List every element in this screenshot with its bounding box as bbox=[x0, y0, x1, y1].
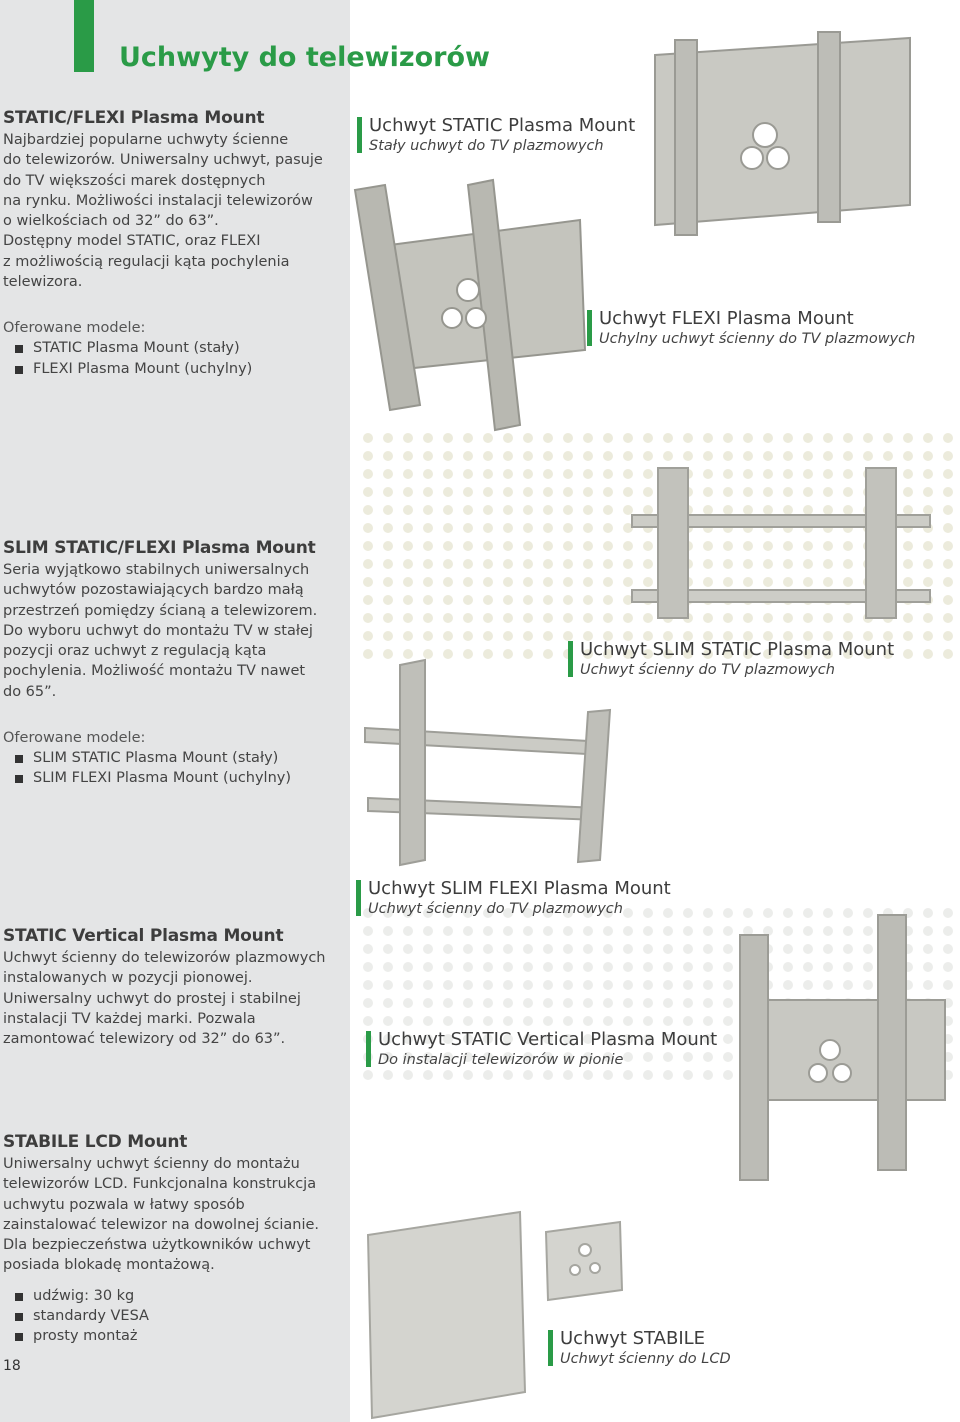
models-title: Oferowane modele: bbox=[3, 320, 146, 337]
caption-title: Uchwyt SLIM STATIC Plasma Mount bbox=[580, 639, 895, 660]
section-heading: SLIM STATIC/FLEXI Plasma Mount bbox=[3, 538, 316, 558]
section-heading: STATIC Vertical Plasma Mount bbox=[3, 926, 284, 946]
section-heading: STATIC/FLEXI Plasma Mount bbox=[3, 108, 265, 128]
section-vertical bbox=[3, 926, 343, 1049]
section-stabile bbox=[3, 1132, 343, 1347]
section-heading: STABILE LCD Mount bbox=[3, 1132, 188, 1152]
title-accent-bar bbox=[74, 0, 94, 72]
caption-title: Uchwyt STATIC Plasma Mount bbox=[369, 115, 636, 136]
section-slim bbox=[3, 538, 343, 789]
features-list bbox=[3, 1286, 343, 1347]
caption-title: Uchwyt FLEXI Plasma Mount bbox=[599, 308, 854, 329]
static-mount-image bbox=[655, 32, 910, 235]
models-list bbox=[3, 748, 343, 789]
caption-flexi bbox=[587, 307, 915, 349]
caption-subtitle: Uchwyt ścienny do TV plazmowych bbox=[368, 901, 623, 917]
caption-slim-flexi bbox=[356, 877, 671, 919]
caption-subtitle: Uchwyt ścienny do TV plazmowych bbox=[580, 662, 835, 678]
caption-title: Uchwyt STABILE bbox=[560, 1328, 706, 1349]
caption-accent-bar bbox=[357, 117, 362, 153]
caption-accent-bar bbox=[587, 310, 592, 346]
caption-subtitle: Do instalacji telewizorów w pionie bbox=[378, 1052, 624, 1068]
dot-pattern-upper bbox=[360, 430, 960, 660]
bullet-icon bbox=[15, 345, 23, 353]
slim-flexi-mount-image bbox=[365, 660, 610, 865]
list-item: prosty montaż bbox=[3, 1326, 343, 1346]
caption-accent-bar bbox=[548, 1330, 553, 1366]
caption-title: Uchwyt SLIM FLEXI Plasma Mount bbox=[368, 878, 671, 899]
section-text: Najbardziej popularne uchwyty ścienne do telewizorów. Uniwersalny uchwyt, pasuje do TV większości marek dostępnych na rynku. Możliwości instalacji telewizorów o wielkościach od 32” do 63”. Dostępny model STATIC, oraz FLEXI z możliwością regulacji kąta pochylenia telewizora. bbox=[3, 132, 323, 291]
caption-title: Uchwyt STATIC Vertical Plasma Mount bbox=[378, 1029, 718, 1050]
caption-subtitle: Stały uchwyt do TV plazmowych bbox=[369, 138, 604, 154]
caption-subtitle: Uchwyt ścienny do LCD bbox=[560, 1351, 731, 1367]
bullet-icon bbox=[15, 366, 23, 374]
caption-subtitle: Uchylny uchwyt ścienny do TV plazmowych bbox=[599, 331, 916, 347]
caption-static bbox=[357, 114, 635, 156]
section-text: Seria wyjątkowo stabilnych uniwersalnych uchwytów pozostawiających bardzo małą przestrzeń pomiędzy ścianą a telewizorem. Do wyboru uchwyt do montażu TV w stałej pozycji oraz uchwyt z regulacją kąta pochylenia. Możliwość montażu TV nawet do 65”. bbox=[3, 562, 318, 700]
page-title: Uchwyty do telewizorów bbox=[119, 42, 490, 73]
bullet-icon bbox=[15, 1313, 23, 1321]
bullet-icon bbox=[15, 775, 23, 783]
caption-stabile bbox=[548, 1327, 731, 1369]
flexi-mount-image bbox=[355, 180, 585, 430]
caption-slim-static bbox=[568, 638, 894, 680]
list-item: udźwig: 30 kg bbox=[3, 1286, 343, 1306]
section-static-flexi bbox=[3, 108, 343, 379]
section-text: Uniwersalny uchwyt ścienny do montażu telewizorów LCD. Funkcjonalna konstrukcja uchwytu pozwala w łatwy sposób zainstalować telewizor na dowolnej ścianie. Dla bezpieczeństwa użytkowników uchwyt posiada blokadę montażową. bbox=[3, 1156, 320, 1274]
caption-accent-bar bbox=[568, 641, 573, 677]
caption-accent-bar bbox=[366, 1031, 371, 1067]
list-item: SLIM STATIC Plasma Mount (stały) bbox=[3, 748, 343, 768]
bullet-icon bbox=[15, 755, 23, 763]
bullet-icon bbox=[15, 1333, 23, 1341]
list-item: standardy VESA bbox=[3, 1306, 343, 1326]
models-title: Oferowane modele: bbox=[3, 730, 146, 747]
stabile-mount-image bbox=[368, 1212, 622, 1418]
caption-vertical bbox=[366, 1028, 717, 1070]
list-item: SLIM FLEXI Plasma Mount (uchylny) bbox=[3, 768, 343, 788]
list-item: STATIC Plasma Mount (stały) bbox=[3, 338, 343, 358]
page-number: 18 bbox=[3, 1358, 21, 1374]
models-list bbox=[3, 338, 343, 379]
list-item: FLEXI Plasma Mount (uchylny) bbox=[3, 359, 343, 379]
section-text: Uchwyt ścienny do telewizorów plazmowych instalowanych w pozycji pionowej. Uniwersalny uchwyt do prostej i stabilnej instalacji TV każdej marki. Pozwala zamontować telewizory od 32” do 63”. bbox=[3, 950, 326, 1048]
bullet-icon bbox=[15, 1293, 23, 1301]
caption-accent-bar bbox=[356, 880, 361, 916]
